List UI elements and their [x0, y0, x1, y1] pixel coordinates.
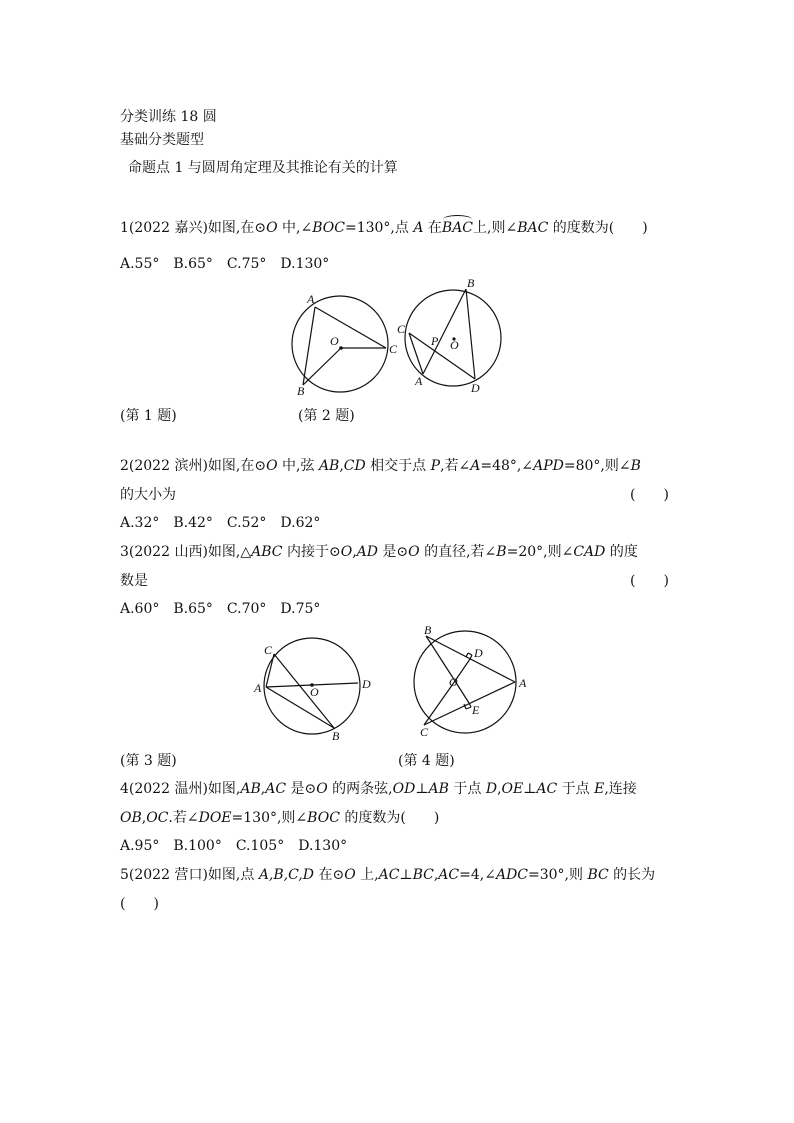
question-3-text-line2: 数是: [120, 573, 148, 589]
fig2-label-c: C: [397, 322, 406, 336]
question-3-options: A.60° B.65° C.70° D.75°: [120, 601, 321, 617]
fig3-label-b: B: [332, 729, 340, 743]
page-subtitle: 基础分类题型: [120, 132, 204, 148]
figure-2: [395, 275, 510, 400]
fig2-label-d: D: [471, 381, 480, 395]
figure-3-caption: (第 3 题): [120, 753, 177, 769]
fig4-label-e: E: [472, 703, 480, 717]
question-2-answer-paren: ( ): [630, 487, 669, 503]
question-5-answer-paren: ( ): [120, 896, 159, 912]
question-4-text-line2: OB,OC.若∠DOE=130°,则∠BOC 的度数为( ): [120, 810, 440, 826]
figure-4: [406, 622, 536, 747]
question-1-options: A.55° B.65° C.75° D.130°: [120, 256, 330, 272]
fig4-label-b: B: [424, 623, 432, 637]
question-4-options: A.95° B.100° C.105° D.130°: [120, 838, 348, 854]
fig2-label-o: O: [450, 338, 459, 352]
fig1-label-b: B: [297, 384, 305, 398]
fig1-label-a: A: [307, 292, 315, 306]
fig3-label-d: D: [362, 677, 371, 691]
figure-2-caption: (第 2 题): [298, 408, 355, 424]
fig3-label-c: C: [264, 643, 273, 657]
question-2-text: 2(2022 滨州)如图,在⊙O 中,弦 AB,CD 相交于点 P,若∠A=48°,∠APD=80°,则∠B: [120, 458, 641, 474]
question-4-text: 4(2022 温州)如图,AB,AC 是⊙O 的两条弦,OD⊥AB 于点 D,OE⊥AC 于点 E,连接: [120, 781, 637, 797]
fig4-label-o: O: [449, 675, 458, 689]
figure-1: [285, 285, 400, 400]
fig2-label-p: P: [431, 334, 439, 348]
question-1-text: 1(2022 嘉兴)如图,在⊙O 中,∠BOC=130°,点 A 在BAC上,则∠BAC 的度数为( ): [120, 220, 648, 236]
fig3-label-a: A: [254, 681, 262, 695]
fig2-label-a: A: [415, 374, 423, 388]
fig4-label-c: C: [420, 725, 429, 739]
fig2-label-b: B: [467, 276, 475, 290]
question-2-options: A.32° B.42° C.52° D.62°: [120, 515, 321, 531]
fig3-label-o: O: [310, 685, 319, 699]
fig1-label-o: O: [330, 334, 339, 348]
question-3-text: 3(2022 山西)如图,△ABC 内接于⊙O,AD 是⊙O 的直径,若∠B=20°,则∠CAD 的度: [120, 544, 638, 560]
question-2-text-line2: 的大小为: [120, 487, 176, 503]
section-heading: 命题点 1 与圆周角定理及其推论有关的计算: [128, 160, 398, 176]
page-title: 分类训练 18 圆: [120, 109, 217, 125]
figure-4-caption: (第 4 题): [398, 753, 455, 769]
figure-3: [252, 630, 377, 745]
question-3-answer-paren: ( ): [630, 573, 669, 589]
fig1-label-c: C: [389, 342, 398, 356]
fig4-label-a: A: [519, 676, 527, 690]
arc-bac-label: BAC: [441, 220, 474, 236]
question-5-text: 5(2022 营口)如图,点 A,B,C,D 在⊙O 上,AC⊥BC,AC=4,∠ADC=30°,则 BC 的长为: [120, 867, 656, 883]
figure-1-caption: (第 1 题): [120, 408, 177, 424]
fig4-label-d: D: [474, 646, 483, 660]
